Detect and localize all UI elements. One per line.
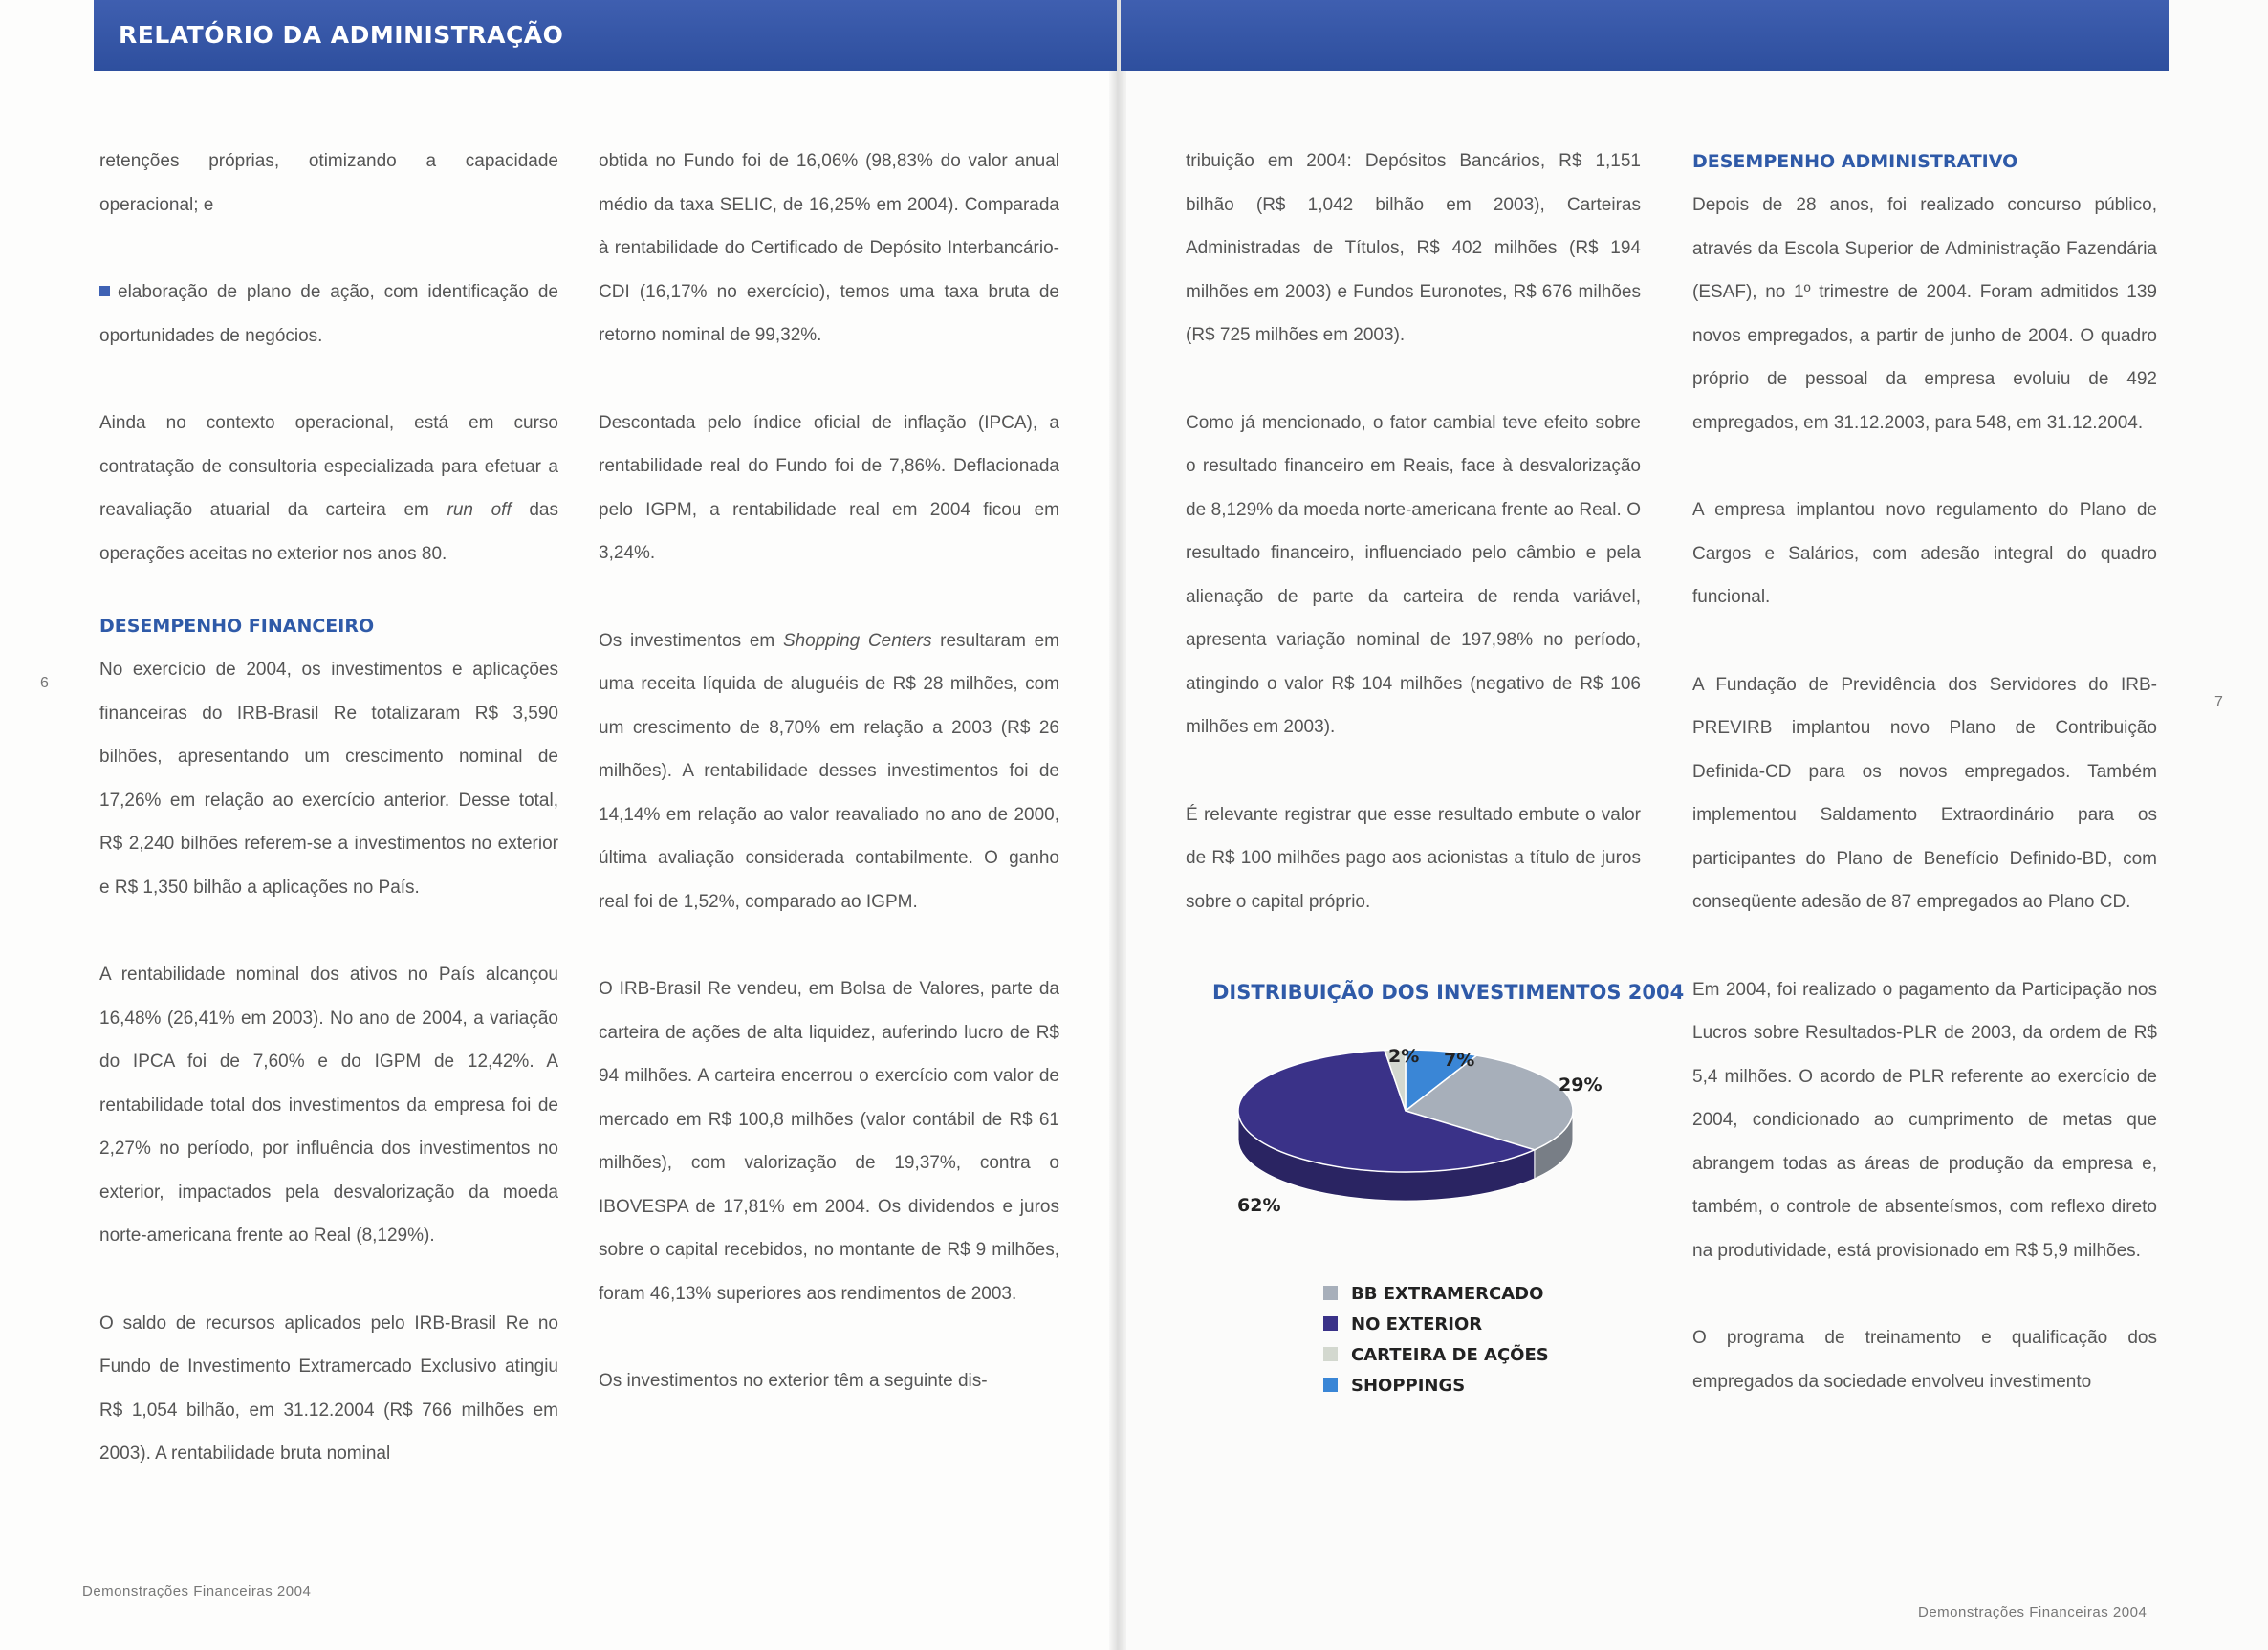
paragraph: A empresa implantou novo regulamento do Plano de Cargos e Salários, com adesão integral do quadro funcional. xyxy=(1692,500,2157,607)
paragraph xyxy=(99,402,558,575)
header-bar-right xyxy=(1121,0,2169,71)
bullet-square-icon xyxy=(99,286,110,296)
pie-label-carteira-de-ações: 2% xyxy=(1388,1046,1420,1067)
paragraph xyxy=(599,619,1059,924)
legend-label: SHOPPINGS xyxy=(1351,1376,1466,1396)
paragraph: Em 2004, foi realizado o pagamento da Participação nos Lucros sobre Resultados-PLR de 2003, da ordem de R$ 5,4 milhões. O acordo de PLR referente ao exercício de 2004, condicionado ao cumprimento de metas que abrangem todas as áreas de produção da empresa e, também, o controle de absenteísmos, com reflexo direto na produtividade, está provisionado em R$ 5,9 milhões. xyxy=(1692,979,2157,1261)
legend-swatch xyxy=(1323,1316,1338,1331)
text-column-4 xyxy=(1692,140,2157,1403)
text-run: Os investimentos em xyxy=(599,630,783,651)
book-gutter xyxy=(1109,0,1126,1650)
pie-label-bb-extramercado: 29% xyxy=(1559,1075,1603,1096)
paragraph: Como já mencionado, o fator cambial teve efeito sobre o resultado financeiro em Reais, face à desvalorização de 8,129% da moeda norte-americana frente ao Real. O resultado financeiro, influenciado pelo câmbio e pela alienação de parte da carteira de renda variável, apresenta variação nominal de 197,98% no período, atingindo o valor R$ 104 milhões (negativo de R$ 106 milhões em 2003). xyxy=(1186,412,1641,737)
paragraph: retenções próprias, otimizando a capacidade operacional; e xyxy=(99,151,558,215)
paragraph: A Fundação de Previdência dos Servidores do IRB-PREVIRB implantou novo Plano de Contribuição Definida-CD para os novos empregados. Também implementou Saldamento Extraordinário para os participantes do Plano de Benefício Definido-BD, com conseqüente adesão de 87 empregados ao Plano CD. xyxy=(1692,674,2157,912)
text-run: Ainda no contexto operacional, está em curso contratação de consultoria especializada para efetuar a reavaliação atuarial da carteira em xyxy=(99,413,558,520)
legend-label: NO EXTERIOR xyxy=(1351,1314,1483,1335)
paragraph: É relevante registrar que esse resultado embute o valor de R$ 100 milhões pago aos acionistas a título de juros sobre o capital próprio. xyxy=(1186,804,1641,912)
legend-item xyxy=(1323,1340,1549,1371)
footer-right: Demonstrações Financeiras 2004 xyxy=(1918,1604,2148,1620)
legend-label: CARTEIRA DE AÇÕES xyxy=(1351,1345,1549,1365)
legend-item xyxy=(1323,1310,1549,1340)
paragraph: O programa de treinamento e qualificação dos empregados da sociedade envolveu investimento xyxy=(1692,1328,2157,1392)
legend-item xyxy=(1323,1371,1549,1401)
page-number-left: 6 xyxy=(40,675,49,691)
bullet-text: elaboração de plano de ação, com identificação de oportunidades de negócios. xyxy=(99,282,558,346)
pie-label-shoppings: 7% xyxy=(1444,1050,1475,1071)
pie-label-no-exterior: 62% xyxy=(1237,1195,1281,1216)
section-heading: DESEMPENHO FINANCEIRO xyxy=(99,616,375,637)
legend-swatch xyxy=(1323,1347,1338,1361)
paragraph: O IRB-Brasil Re vendeu, em Bolsa de Valores, parte da carteira de ações de alta liquidez, auferindo lucro de R$ 94 milhões. A carteira encerrou o exercício com valor de mercado em R$ 100,8 milhões (valor contábil de R$ 61 milhões), com valorização de 19,37%, contra o IBOVESPA de 17,81% em 2004. Os dividendos e juros sobre o capital recebidos, no montante de R$ 9 milhões, foram 46,13% superiores aos rendimentos de 2003. xyxy=(599,979,1059,1304)
chart-title: DISTRIBUIÇÃO DOS INVESTIMENTOS 2004 xyxy=(1212,981,1685,1004)
paragraph: Depois de 28 anos, foi realizado concurso público, através da Escola Superior de Administração Fazendária (ESAF), no 1º trimestre de 2004. Foram admitidos 139 novos empregados, a partir de junho de 2004. O quadro próprio de pessoal da empresa evoluiu de 492 empregados, em 31.12.2003, para 548, em 31.12.2004. xyxy=(1692,195,2157,433)
pie-chart xyxy=(1224,1038,1625,1268)
paragraph: A rentabilidade nominal dos ativos no País alcançou 16,48% (26,41% em 2003). No ano de 2004, a variação do IPCA foi de 7,60% e do IGPM de 12,42%. A rentabilidade total dos investimentos da empresa foi de 2,27% no período, por influência dos investimentos no exterior, impactados pela desvalorização da moeda norte-americana frente ao Real (8,129%). xyxy=(99,965,558,1246)
text-column-3 xyxy=(1186,140,1641,923)
section-title: RELATÓRIO DA ADMINISTRAÇÃO xyxy=(119,21,564,49)
legend-swatch xyxy=(1323,1378,1338,1392)
chart-legend xyxy=(1323,1279,1549,1401)
bullet-item xyxy=(99,271,558,358)
text-run: resultaram em uma receita líquida de aluguéis de R$ 28 milhões, com um crescimento de 8,70% em relação a 2003 (R$ 26 milhões). A rentabilidade desses investimentos foi de 14,14% em relação ao valor reavaliado no ano de 2000, última avaliação considerada contabilmente. O ganho real foi de 1,52%, comparado ao IGPM. xyxy=(599,630,1060,912)
text-column-1 xyxy=(99,140,558,1476)
text-run: das operações aceitas no exterior nos anos 80. xyxy=(99,500,558,564)
italic-term: run off xyxy=(447,500,512,520)
italic-term: Shopping Centers xyxy=(782,630,932,651)
legend-swatch xyxy=(1323,1286,1338,1300)
paragraph: Os investimentos no exterior têm a seguinte dis- xyxy=(599,1371,988,1391)
legend-label: BB EXTRAMERCADO xyxy=(1351,1284,1544,1304)
legend-item xyxy=(1323,1279,1549,1310)
paragraph: tribuição em 2004: Depósitos Bancários, R$ 1,151 bilhão (R$ 1,042 bilhão em 2003), Carteiras Administradas de Títulos, R$ 402 milhões (R$ 194 milhões em 2003) e Fundos Euronotes, R$ 676 milhões (R$ 725 milhões em 2003). xyxy=(1186,151,1641,345)
page-number-right: 7 xyxy=(2214,694,2223,710)
section-heading: DESEMPENHO ADMINISTRATIVO xyxy=(1692,151,2018,172)
paragraph: O saldo de recursos aplicados pelo IRB-Brasil Re no Fundo de Investimento Extramercado Exclusivo atingiu R$ 1,054 bilhão, em 31.12.2004 (R$ 766 milhões em 2003). A rentabilidade bruta nominal xyxy=(99,1313,558,1464)
paragraph: obtida no Fundo foi de 16,06% (98,83% do valor anual médio da taxa SELIC, de 16,25% em 2004). Comparada à rentabilidade do Certificado de Depósito Interbancário-CDI (16,17% no exercício), temos uma taxa bruta de retorno nominal de 99,32%. xyxy=(599,151,1059,345)
text-column-2 xyxy=(599,140,1059,1403)
footer-left: Demonstrações Financeiras 2004 xyxy=(82,1583,312,1599)
paragraph: Descontada pelo índice oficial de inflação (IPCA), a rentabilidade real do Fundo foi de 7,86%. Deflacionada pelo IGPM, a rentabilidade real em 2004 ficou em 3,24%. xyxy=(599,412,1059,563)
paragraph: No exercício de 2004, os investimentos e aplicações financeiras do IRB-Brasil Re totalizaram R$ 3,590 bilhões, apresentando um crescimento nominal de 17,26% em relação ao exercício anterior. Desse total, R$ 2,240 bilhões referem-se a investimentos no exterior e R$ 1,350 bilhão a aplicações no País. xyxy=(99,660,558,898)
